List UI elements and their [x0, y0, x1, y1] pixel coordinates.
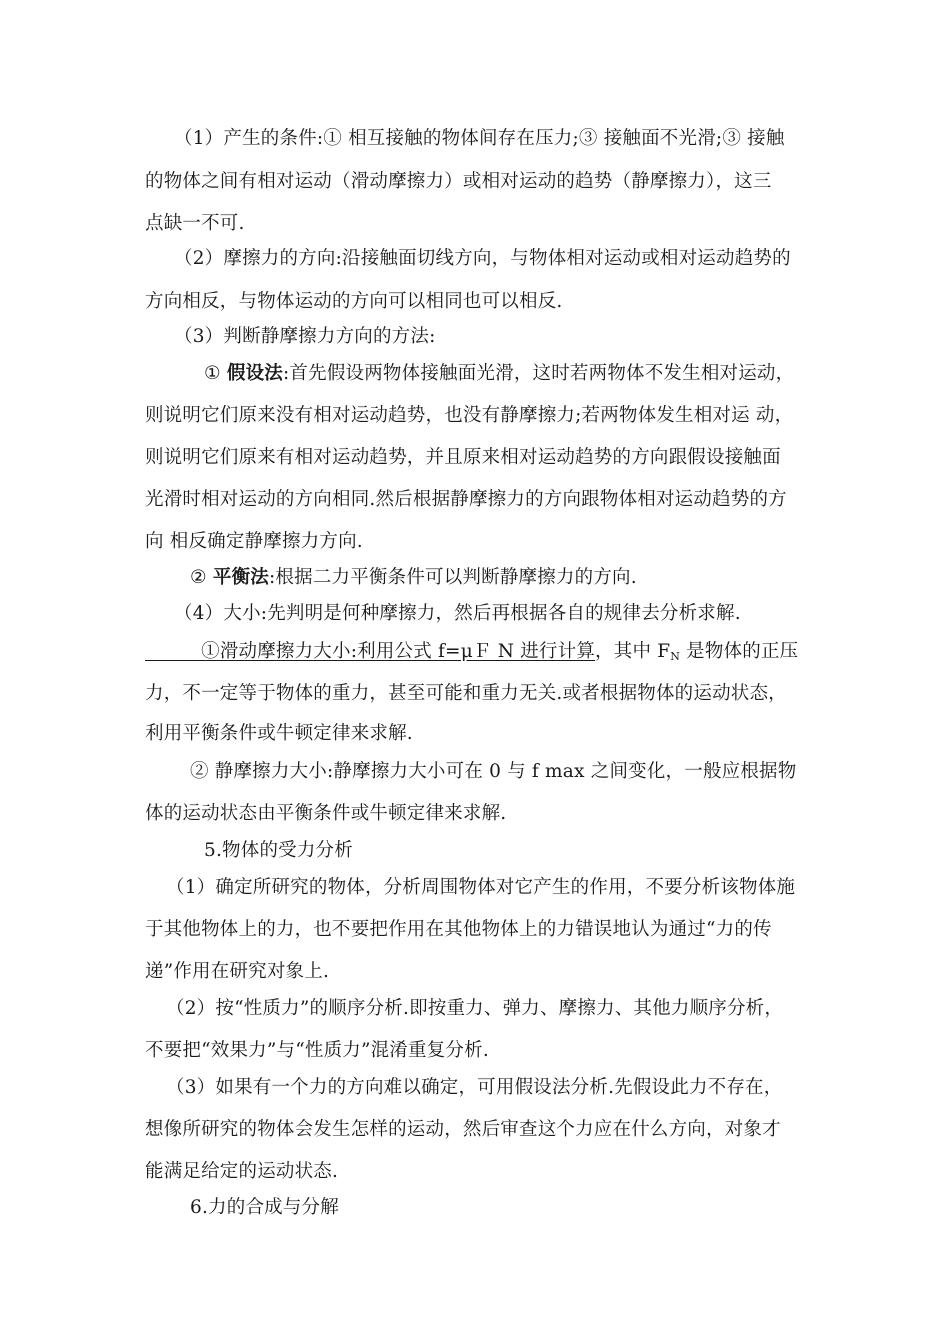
p4-bold-term: 假设法 [226, 363, 283, 384]
p7-underlined-formula: ①滑动摩擦力大小:利用公式 f=μＦ N 进行计算 [145, 641, 596, 662]
p11-line-3: 能满足给定的运动状态. [145, 1161, 339, 1182]
p11-line-1: （3）如果有一个力的方向难以确定，可用假设法分析.先假设此力不存在， [166, 1077, 783, 1098]
p2-line-2: 方向相反，与物体运动的方向可以相同也可以相反. [145, 291, 563, 312]
p4-line-2: 则说明它们原来没有相对运动趋势，也没有静摩擦力;若两物体发生相对运 动， [145, 405, 794, 426]
p1-line-2: 的物体之间有相对运动（滑动摩擦力）或相对运动的趋势（静摩擦力），这三 [145, 171, 772, 192]
p4-line-3: 则说明它们原来有相对运动趋势，并且原来相对运动趋势的方向跟假设接触面 [145, 447, 781, 468]
p7-line-3: 利用平衡条件或牛顿定律来求解. [145, 723, 413, 744]
p5-rest: :根据二力平衡条件可以判断静摩擦力的方向. [268, 567, 637, 588]
section-heading-6: 6.力的合成与分解 [190, 1197, 339, 1218]
p4-marker: ① [204, 363, 227, 384]
p8-line-2: 体的运动状态由平衡条件或牛顿定律来求解. [145, 803, 507, 824]
p11-line-2: 想像所研究的物体会发生怎样的运动，然后审查这个力应在什么方向，对象才 [145, 1119, 781, 1140]
p7-line-1 [145, 640, 798, 669]
p9-line-3: 递”作用在研究对象上. [145, 961, 330, 982]
p5-line-1 [190, 566, 637, 590]
p7-subscript: N [670, 650, 681, 663]
p7-mid: ，其中 F [595, 641, 671, 662]
p5-bold-term: 平衡法 [212, 567, 269, 588]
p1-line-1: （1）产生的条件:① 相互接触的物体间存在压力;③ 接触面不光滑;③ 接触 [174, 128, 785, 149]
p6-line-1: （4）大小:先判明是何种摩擦力，然后再根据各自的规律去分析求解. [174, 603, 741, 624]
p7-line-2: 力，不一定等于物体的重力，甚至可能和重力无关.或者根据物体的运动状态， [145, 683, 787, 704]
p4-line-1 [204, 362, 794, 386]
p3-line-1: （3）判断静摩擦力方向的方法: [174, 326, 436, 347]
p5-marker: ② [190, 567, 213, 588]
p4-line-1-rest: :首先假设两物体接触面光滑，这时若两物体不发生相对运动， [282, 363, 795, 384]
p4-line-5: 向 相反确定静摩擦力方向. [145, 531, 363, 552]
p9-line-1: （1）确定所研究的物体，分析周围物体对它产生的作用，不要分析该物体施 [166, 877, 796, 898]
p7-end: 是物体的正压 [680, 641, 799, 662]
p9-line-2: 于其他物体上的力，也不要把作用在其他物体上的力错误地认为通过“力的传 [145, 919, 772, 940]
p8-line-1: ② 静摩擦力大小:静摩擦力大小可在 0 与 f max 之间变化，一般应根据物 [190, 761, 797, 782]
p4-line-4: 光滑时相对运动的方向相同.然后根据静摩擦力的方向跟物体相对运动趋势的方 [145, 489, 787, 510]
p1-line-3: 点缺一不可. [145, 213, 245, 234]
p2-line-1: （2）摩擦力的方向:沿接触面切线方向，与物体相对运动或相对运动趋势的 [174, 248, 791, 269]
p10-line-2: 不要把“效果力”与“性质力”混淆重复分析. [145, 1040, 489, 1061]
section-heading-5: 5.物体的受力分析 [204, 840, 353, 861]
p10-line-1: （2）按“性质力”的顺序分析.即按重力、弹力、摩擦力、其他力顺序分析， [166, 998, 784, 1019]
